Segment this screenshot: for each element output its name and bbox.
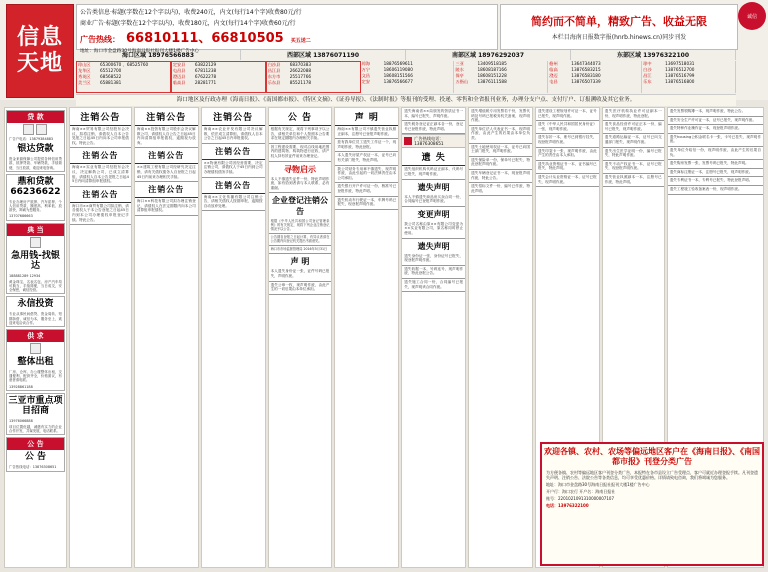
region-col-1: 琼山区 65300670 、68525760 龙华区 65512700 秀英区 68568522 美兰区 65881381 <box>76 61 171 93</box>
logo-line-1: 信息 <box>16 25 63 50</box>
subheader-company-dereg: 企业登记注销公告 <box>271 196 328 217</box>
promo-loan-1[interactable] <box>6 110 65 172</box>
notice-item[interactable] <box>603 161 664 174</box>
notice-text: 海南××农业开发有限公司决议解散，依法成立清算组，请债权人自本公告之日起45日内申报债权。 <box>203 127 263 141</box>
red-square-icon <box>404 137 412 145</box>
decor-icons <box>7 123 64 136</box>
promo-phone-5: 13976066888 <box>9 418 33 423</box>
notice-item[interactable] <box>202 194 265 212</box>
notice-text: 遗失海南省××局颁发的资质证书一本，编号已报失，声明作废。 <box>404 109 464 118</box>
promo-title-3: 永信投资 <box>17 299 54 310</box>
column-subheader-3: 注销公告 <box>135 148 198 164</box>
notice-text: 遗失工程竣工验收备案表一份，现声明作废。 <box>669 186 742 191</box>
notice-item[interactable] <box>469 183 532 196</box>
buy-five-get-two: 买五送二 <box>290 38 311 44</box>
column-promotions <box>4 107 67 568</box>
notice-item[interactable] <box>402 279 465 292</box>
promo-public-notice[interactable] <box>6 437 65 471</box>
notice-item[interactable] <box>402 194 465 207</box>
notice-text: 海口××科技有限公司拟办理注销登记，请债权人在法定期限内向本公司清算组申报债权。 <box>136 199 196 213</box>
notice-text: 遗失医疗机构执业许可证副本一份，现声明作废，特此登报。 <box>604 109 662 118</box>
notice-item[interactable] <box>202 160 265 178</box>
rural-promo-contact-1: 地址：海口市金盘路30号海南日报社报刊大楼1楼广告中心 <box>546 482 650 487</box>
column-loss-1 <box>401 107 466 568</box>
notice-item[interactable] <box>202 126 265 144</box>
column-subheader-1: 注销公告 <box>70 148 131 164</box>
notice-text: 遗失印鉴卡一张，现声明作废，由此产生的责任由本人承担。 <box>537 148 597 158</box>
notice-item[interactable] <box>603 108 664 121</box>
notice-text: 本人遗失身份证一张，证件号码已报失，声明作废。 <box>270 269 330 278</box>
notice-item[interactable] <box>603 134 664 147</box>
notice-item[interactable] <box>536 121 599 134</box>
region-south: 南部区域 18976292037 <box>406 50 571 60</box>
promo-loan-2[interactable] <box>6 174 65 221</box>
notice-text: 因工程建设需要，现对沿线用地范围内的建筑物、构筑物进行征收，请产权人持有效证件前来办理登记。 <box>270 144 330 158</box>
promo-desc-4: 厂房、仓库、办公楼整体出租，交通便利，配套齐全，价格面议，有意者请电联。 <box>9 370 62 383</box>
promo-desc-5: 项目位置优越，诚邀有实力的企业合作开发，共谋发展，电话联系。 <box>9 425 62 434</box>
promo-title-5: 三亚市重点项目招商 <box>8 395 63 416</box>
notice-text: 遗失执业资格证书一本，证书编号已报失，特此声明。 <box>537 161 597 171</box>
notice-text: 遗失发票领购簿一本，现声明作废，特此公告。 <box>669 109 746 113</box>
notice-item[interactable] <box>335 139 398 152</box>
column-header-loss-1: 遗 失 <box>402 148 465 166</box>
column-public-notice <box>268 107 333 568</box>
notice-text: 遗失营业执照副本一本，注册号已作废，特此声明。 <box>604 174 662 184</box>
column-notice-3 <box>201 107 266 568</box>
region-west: 西部区域 13876071190 <box>241 50 406 60</box>
notice-text: 海南××实业有限公司经股东会决议，决定解散公司，已成立清算组，请债权人自本公告见报之日起45日内向清算组申报债权。 <box>71 165 129 184</box>
notice-text: 遗失土地使用权证一本，证号已向国土部门报失，现声明作废。 <box>471 144 530 154</box>
region-col-3: 白沙县 68370383 昌江县 26622088 东方市 25517766 乐东县 85521178 <box>266 61 361 93</box>
notice-item[interactable] <box>70 164 131 186</box>
notice-text: 遗失银行开户许可证一份，核准号已登报作废，特此声明。 <box>337 184 397 193</box>
notice-item[interactable] <box>668 186 763 195</box>
masthead <box>0 0 768 103</box>
subheader-change-statement: 变更声明 <box>417 209 450 219</box>
subheader-loss-statement-2: 遗失声明 <box>417 241 450 251</box>
handshake-icon <box>30 343 41 354</box>
promo-title-2: 急用钱-找银达 <box>11 250 60 271</box>
notice-item[interactable] <box>469 108 532 126</box>
promo-subtitle: 本栏目海南日报数字报(hnrb.hinews.cn)同步刊发 <box>551 34 687 41</box>
notice-text: 根据《中华人民共和国公司登记管理条例》的有关规定，现将下列企业注销登记情况予以公告。 <box>270 219 330 232</box>
notice-item[interactable] <box>402 266 465 279</box>
promo-title: 简约而不简单，精致广告、收益无限 <box>531 15 707 28</box>
promo-title-6: 公 告 <box>24 452 47 463</box>
promo-phone-1: 13707686663 <box>9 214 33 219</box>
notice-item[interactable] <box>269 246 332 254</box>
region-haikou: 海口区域 18976566883 <box>76 50 241 60</box>
promo-phone-0: 广告户电话：13879384883 <box>9 137 54 141</box>
hotline-label: 广告热线： <box>80 35 120 44</box>
subheader-lost-found: 寻物启示 <box>283 164 316 174</box>
decor-icons-2 <box>7 236 64 249</box>
loss-tagline-text: 广告热线电话：13876308651 <box>414 136 444 147</box>
notice-text: 遗失车辆登记证书一本，现登报声明作废，特此公告。 <box>471 170 530 180</box>
promo-tag-pawn: 典 当 <box>7 224 64 236</box>
notice-issuer: 海口市市场监督管理局 2016年5月31日 <box>270 247 328 252</box>
notice-item[interactable] <box>469 170 532 183</box>
notice-item[interactable] <box>603 174 664 187</box>
ad-rule-line-2: 商业广告·标题(字数在12个字以内)，收费180元，内文(每行14个字)收费60元/行 <box>80 20 296 27</box>
notice-text: 海口市××商贸有限公司拟注销，请各债权人于本公告登报之日起45日内到本公司办理债权申报登记手续。特此公告。 <box>71 203 129 222</box>
promo-investment[interactable] <box>6 296 65 327</box>
region-col-4: 琼海 18876569611 万宁 18606119080 文昌 18608151566 定安 13876566677 <box>361 61 455 93</box>
notice-text: 海南××投资有限公司股东会决议解散公司，请债权人自公告之日起45日内向清算组申报债权，逾期视为放弃。 <box>136 127 196 145</box>
notice-item[interactable] <box>269 218 332 234</box>
notice-text: 遗失不动产权证书一本，证号已报失，现登报声明作废。 <box>604 161 662 171</box>
promo-tag-notice: 公 告 <box>7 438 64 450</box>
notice-text: 遗失购房发票一张，发票号码已报失，特此声明。 <box>669 161 749 166</box>
column-subheader-5: 注销公告 <box>202 144 265 160</box>
notice-text: 我公司财务专用章不慎遗失，现声明作废，由此引起的一切法律责任由本公司承担。 <box>337 166 397 180</box>
notice-text: 遗失单位法人代表证书一本，现声明作废，由此产生的后果由本单位负责。 <box>471 126 530 140</box>
notice-item[interactable] <box>668 169 763 178</box>
notice-item[interactable] <box>469 126 532 144</box>
notice-text: 遗失施工合同一份，合同编号已报失，现声明该合同作废。 <box>404 279 464 289</box>
promo-title-0: 银达贷款 <box>17 144 54 155</box>
region-col-2: 定安县 63822129 屯昌县 67811238 澄迈县 67622278 临高县 28281771 <box>171 61 266 93</box>
notice-item[interactable] <box>269 126 332 144</box>
notice-text: 遗失特种作业操作证一本，现登报声明作废。 <box>669 126 742 131</box>
notice-text: 我公司名称由原××有限公司变更为××实业有限公司，原名称同时停止使用。 <box>404 221 464 235</box>
column-header-3: 注销公告 <box>202 108 265 126</box>
notice-item[interactable] <box>402 108 465 121</box>
region-contact-table <box>76 61 736 93</box>
notice-item[interactable] <box>668 117 763 126</box>
notice-item[interactable] <box>135 126 198 148</box>
notice-item[interactable] <box>269 176 332 194</box>
newspaper-logo <box>6 4 74 98</box>
notice-item[interactable] <box>536 148 599 161</box>
rural-promo-contact-3: 账号：2201021091310000007107 <box>546 496 614 501</box>
notice-text: 遗失会计从业资格证一本，证号已报失，现声明作废。 <box>537 174 597 184</box>
logo-line-2: 天地 <box>16 51 63 76</box>
car-icon <box>36 124 47 135</box>
notice-text: 遗失身份证一张，身份证号已报失，现登报声明作废。 <box>404 253 464 263</box>
region-col-7: 琼中 13697518031 白沙 13876512700 昌江 13876516799 乐东 13876516800 <box>642 61 736 93</box>
notice-text: 遗失机动车行驶证一本，车牌号码已报失，现登报声明作废。 <box>337 197 397 207</box>
notice-text: 海南××文化传播有限公司注销公告，请相关债权人按期申报，逾期按自动放弃处理。 <box>203 194 263 208</box>
notice-item[interactable] <box>469 144 532 157</box>
notice-item[interactable] <box>603 121 664 134</box>
promo-desc-3: 专业从事民间借贷、资金周转、短期拆借，诚信为本，服务至上，欢迎来电洽谈合作。 <box>9 312 62 325</box>
promo-sub-2: 188881289 12934 <box>9 273 41 278</box>
notice-text: 遗失税务登记证正副本各一份，登记号已登报作废，特此声明。 <box>404 122 464 131</box>
column-notice-2 <box>134 107 199 568</box>
notice-item[interactable] <box>668 160 763 169</box>
rural-promo-body: 为方便各镇、农村等偏远地区客户刊登分类广告，本报特在各市县设立广告受理点，客户可就近办理登报手续。凡刊登遗失声明、注销公告、法院公告等各类信息，均可享受优惠价格。详情请致电咨询，我们将竭诚为您服务。 <box>546 470 758 480</box>
decor-icons-3 <box>7 342 64 355</box>
notice-item[interactable] <box>536 161 599 174</box>
promo-desc-2: 黄金珠宝、名表名包、房产汽车均可典当，手续简便，当日成交，安全保密，诚信经营。 <box>9 279 62 293</box>
rural-promo-contact-2: 开户行：海口农行 开户名：海南日报社 <box>546 489 616 494</box>
column-notice-1 <box>69 107 132 568</box>
notice-item[interactable] <box>668 134 763 147</box>
notice-text: 遗失《中华人民共和国居民身份证》一张，现声明作废。 <box>537 122 597 131</box>
column-subheader-4: 注销公告 <box>135 182 198 198</box>
notice-item[interactable] <box>135 198 198 216</box>
promo-desc-0: 资金来源保障公司提供各种信用贷款、抵押贷款、车辆贷款，手续简便，当日放款，欢迎来电咨询。 <box>9 157 62 170</box>
notice-text: ××物流有限公司因经营需要，决定注销公司，请债权人于45日内到公司办理债权债务手续。 <box>203 160 263 174</box>
notice-item[interactable] <box>536 108 599 121</box>
promo-banner <box>500 4 738 50</box>
column-header-1: 注销公告 <box>70 108 131 126</box>
promo-sanya-project[interactable] <box>6 393 65 436</box>
promo-title-4: 整体出租 <box>17 357 54 368</box>
house-icon <box>23 124 34 135</box>
notice-text: 遗失招标文件一份，编号已作废，特此声明。 <box>471 184 530 193</box>
notice-item[interactable] <box>402 221 465 239</box>
notice-item[interactable] <box>402 121 465 134</box>
column-statements <box>334 107 399 568</box>
subheader-statement: 声 明 <box>290 257 310 267</box>
ad-rule-line-1: 公告类信息·标题(字数在12个字以内)，收费240元，内文(每行14个字)收费80元/行 <box>80 9 302 16</box>
promo-pawn[interactable] <box>6 223 65 295</box>
region-col-5: 三亚 13409518185 陵水 18608187166 保亭 18608151228 五指山 13876111588 <box>454 61 548 93</box>
notice-text: 海南××有限公司不慎遗失营业执照正副本，注册号已登报声明作废。 <box>337 127 397 136</box>
notice-item[interactable] <box>402 253 465 266</box>
promo-desc-1: 专业办理房产抵押、汽车质押、个人信用贷款，额度高、利率低、放款快，竭诚为您服务。 <box>9 199 62 213</box>
notice-text: 公告期自登报之日起计算，有异议者请在公告期内向登记机关提出书面意见。 <box>270 235 330 244</box>
notice-text: 本人不慎遗失商品房买卖合同一份，合同编号已登报声明作废。 <box>404 194 464 204</box>
rural-promo-title: 欢迎各镇、农村、农场等偏远地区客户在《海南日报》、《南国都市报》刊登分类广告 <box>544 447 760 466</box>
notice-item[interactable] <box>335 166 398 184</box>
notice-text: 遗失专利证书一本，专利号已报失，特此登报声明。 <box>669 178 753 183</box>
notice-item[interactable] <box>335 197 398 210</box>
money-icon <box>30 237 41 248</box>
ad-rate-box <box>76 4 498 54</box>
column-header-2: 注销公告 <box>135 108 198 126</box>
loss-tagline <box>402 134 465 148</box>
notice-text: ××建筑工程有限公司经研究决定注销，请有关债权债务人自登报之日起45日内前来办理相关手续。 <box>136 165 196 179</box>
notice-item[interactable] <box>402 166 465 179</box>
notice-text: 遗失housing公积金联名卡一张，卡号已挂失，现声明作废。 <box>669 134 761 144</box>
region-header-bar <box>76 50 736 60</box>
promo-title-1: 鼎和贷款66236622 <box>10 176 61 197</box>
notice-item[interactable] <box>469 157 532 170</box>
notice-item[interactable] <box>269 268 332 281</box>
ad-center-address: 地址：海口市金盘路30号海南日报社报刊大楼1楼广告中心 <box>80 49 200 54</box>
notice-item[interactable] <box>269 144 332 162</box>
column-header-public-notice: 公 告 <box>269 108 332 126</box>
notice-text: 遗失保险单一份，保单号已报失，特此登报声明作废。 <box>471 157 530 167</box>
credibility-stamp: 诚信 <box>738 2 766 30</box>
service-notice-strip: 海口地区及行政办理《海南日报》、《南国都市报》、《特区文摘》、《证券导报》、《法制时报》等报刊的受理、投递、零售和全省报刊业务，办理分支户点、支付厅户、订报溯收及其它业务。 <box>76 94 736 106</box>
notice-text: 遗失食品经营许可证正本一份，编号已报失，现声明作废。 <box>604 122 662 131</box>
promo-tag-loan: 贷 款 <box>7 111 64 123</box>
notice-text: 遗失增值税专用发票若干份，发票代码及号码已报税务机关备案，现声明作废。 <box>471 109 530 123</box>
rural-advertising-promo[interactable] <box>540 442 764 566</box>
notice-text: 遗失建设工程规划许可证一本，证号已报失，现声明作废。 <box>537 109 597 118</box>
notice-item[interactable] <box>70 203 131 225</box>
notice-text: 遗失收据一本，号码连号，现声明作废，特此登报公告。 <box>404 266 464 276</box>
notice-item[interactable] <box>536 134 599 147</box>
notice-text: 遗失商标注册证一本，注册号已报失，现声明作废。 <box>669 169 753 174</box>
promo-phone-4: 13928861188 <box>9 384 33 389</box>
notice-item[interactable] <box>70 126 131 148</box>
notice-item[interactable] <box>668 147 763 160</box>
notice-item[interactable] <box>603 148 664 161</box>
notice-text: 遗失出生医学证明一份，编号已报失，特此声明作废。 <box>604 148 662 158</box>
notice-item[interactable] <box>668 125 763 134</box>
notice-text: 遗失组织机构代码证正副本，代码号已报失，现声明作废。 <box>404 167 464 176</box>
notice-item[interactable] <box>269 282 332 295</box>
notice-text: 遗失存折一本，账号已到银行挂失，现登报声明作废。 <box>537 135 597 144</box>
notice-item[interactable] <box>668 108 763 117</box>
notice-text: 根据有关规定，现将下列事项予以公告，请相关单位和个人按照本公告要求在规定期限内办理相关手续。 <box>270 127 330 141</box>
region-col-6: 儋州 13647344073 临高 13876583215 澄迈 13876583180 屯昌 13876507339 <box>548 61 642 93</box>
notice-text: 遗失单位介绍信一份，现声明作废，由此产生的后果自负。 <box>669 147 761 157</box>
column-loss-2 <box>468 107 533 568</box>
region-east: 东部区域 13976322100 <box>571 50 736 60</box>
notice-item[interactable] <box>536 174 599 187</box>
hotline-number[interactable]: 66810111、66810505 <box>126 31 284 46</box>
notice-item[interactable] <box>135 164 198 182</box>
promo-supply-demand[interactable] <box>6 329 65 391</box>
notice-text: 本人遗失房屋产权证一本，证号已向有关部门报失，特此声明。 <box>337 153 397 162</box>
notice-item[interactable] <box>335 183 398 196</box>
column-subheader-2: 注销公告 <box>70 187 131 203</box>
notice-text: 遗失公章一枚，现声明作废，由此产生的一切后果由本单位承担。 <box>270 282 330 292</box>
notice-text: 兹有我单位员工遗失工作证一个，现声明作废，特此登报。 <box>337 140 397 149</box>
subheader-loss-statement: 遗失声明 <box>417 182 450 192</box>
notice-item[interactable] <box>668 177 763 186</box>
column-header-statements: 声 明 <box>335 108 398 126</box>
promo-phone-6: 广告热线电话：13876308651 <box>9 465 57 470</box>
notice-item[interactable] <box>335 152 398 165</box>
notice-item[interactable] <box>335 126 398 139</box>
notice-text: 遗失道路运输证一本，证号已向交通部门报失，现声明作废。 <box>604 135 662 144</box>
rural-promo-contact-4: 电话：13976322100 <box>546 503 589 508</box>
notice-item[interactable] <box>269 234 332 246</box>
notice-text: 遗失安全生产许可证一本，证号已报失，现声明作废。 <box>669 117 756 122</box>
promo-tag-supply: 供 求 <box>7 330 64 342</box>
column-subheader-6: 注销公告 <box>202 178 265 194</box>
notice-text: 海南××贸易有限公司经股东会决议，拟将注销，请债权人自本公告见报之日起45日内向本公司申报债权。特此公告。 <box>71 127 129 145</box>
notice-text: 本人不慎遗失证件一份，特此声明作废，如有拾到者请与本人联系，必有重谢。 <box>270 176 330 190</box>
